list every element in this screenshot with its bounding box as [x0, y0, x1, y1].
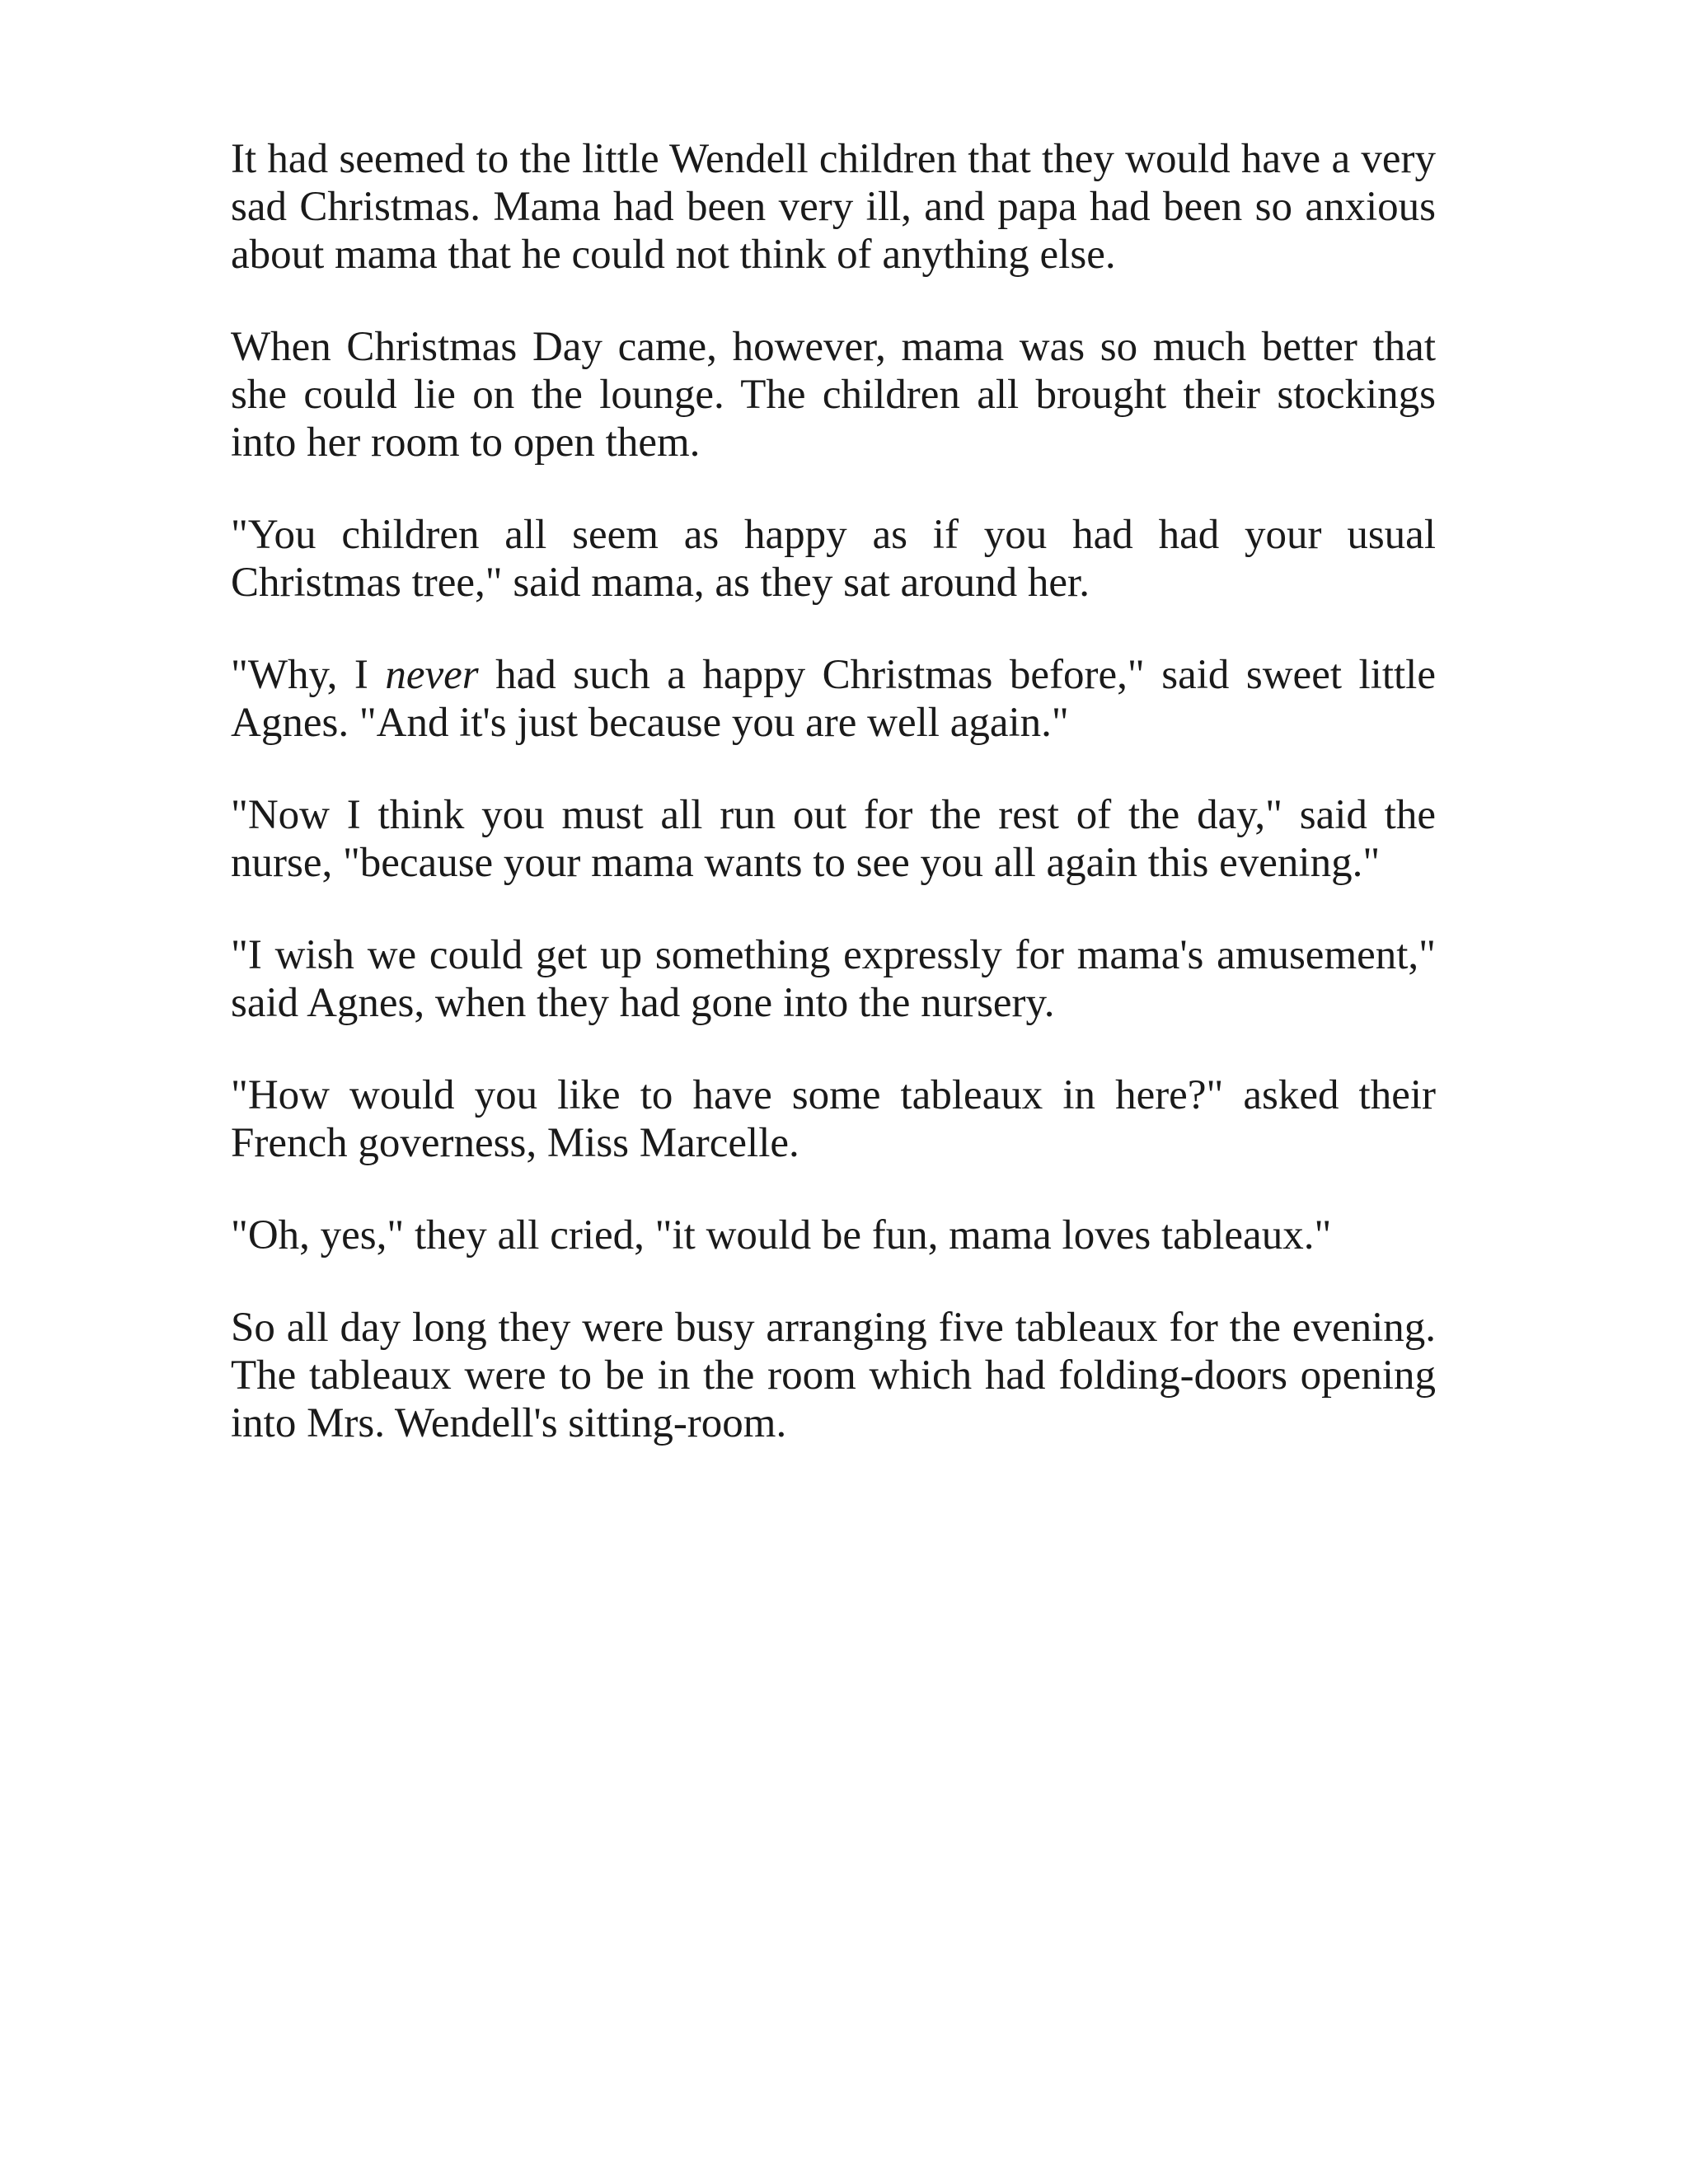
paragraph	[231, 651, 1436, 747]
body-text	[231, 135, 1436, 1492]
paragraph: It had seemed to the little Wendell children that they would have a very sad Christmas. Mama had been very ill, and papa had been so anxious about mama that he could not think of anything else.	[231, 136, 1436, 278]
paragraph: "I wish we could get up something expressly for mama's amusement," said Agnes, when they had gone into the nursery.	[231, 932, 1436, 1026]
paragraph: So all day long they were busy arranging five tableaux for the evening. The tableaux were to be in the room which had folding-doors opening into Mrs. Wendell's sitting-room.	[231, 1305, 1436, 1446]
paragraph: "You children all seem as happy as if you had had your usual Christmas tree," said mama, as they sat around her.	[231, 512, 1436, 606]
paragraph-text: had such a happy Christmas before," said sweet little Agnes. "And it's just because you are well again."	[231, 652, 1436, 746]
paragraph: "Now I think you must all run out for the rest of the day," said the nurse, "because your mama wants to see you all again this evening."	[231, 792, 1436, 886]
paragraph: "Oh, yes," they all cried, "it would be fun, mama loves tableaux."	[231, 1212, 1332, 1258]
paragraph: When Christmas Day came, however, mama was so much better that she could lie on the lounge. The children all brought their stockings into her room to open them.	[231, 324, 1436, 466]
paragraph-text: "Why, I	[231, 652, 386, 698]
emphasized-word: never	[385, 652, 479, 698]
paragraph: "How would you like to have some tableaux in here?" asked their French governess, Miss Marcelle.	[231, 1072, 1436, 1166]
